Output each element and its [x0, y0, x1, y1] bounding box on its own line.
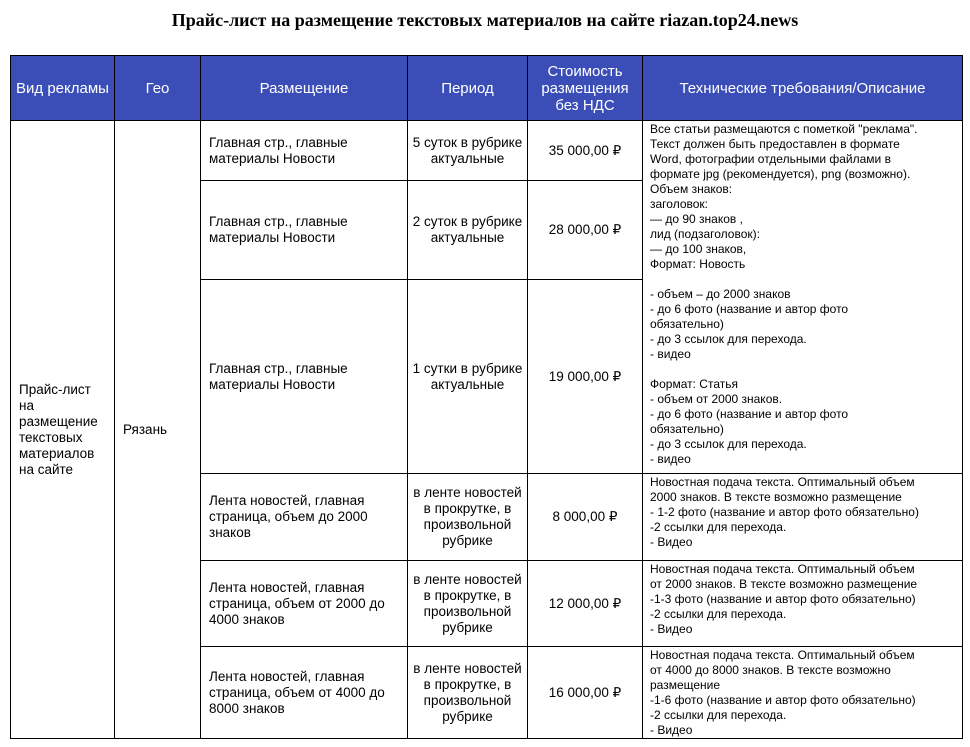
requirements-text	[650, 648, 959, 738]
requirement-line: Новостная подача текста. Оптимальный объем	[650, 562, 915, 576]
requirement-line: Word, фотографии отдельными файлами в	[650, 152, 891, 166]
requirement-line: -1-6 фото (название и автор фото обязательно)	[650, 693, 916, 707]
table-header-row	[11, 56, 963, 121]
placement-cell: Лента новостей, главная страница, объем до 2000 знаков	[201, 474, 408, 561]
requirements-cell	[643, 647, 963, 739]
price-table	[10, 55, 963, 739]
requirements-text	[650, 122, 959, 467]
placement-cell: Главная стр., главные материалы Новости	[201, 280, 408, 474]
currency-symbol: ₽	[612, 222, 622, 237]
currency-symbol: ₽	[612, 368, 622, 384]
price-value: 28 000,00	[548, 222, 609, 237]
requirement-line: формате jpg (рекомендуется), png (возможно).	[650, 167, 911, 181]
price-value: 16 000,00	[548, 684, 609, 700]
requirement-line: - до 3 ссылок для перехода.	[650, 332, 807, 346]
requirement-line: -1-3 фото (название и автор фото обязательно)	[650, 592, 916, 606]
requirement-line: - до 6 фото (название и автор фото	[650, 407, 849, 421]
price-value: 12 000,00	[548, 595, 609, 611]
currency-symbol: ₽	[612, 684, 622, 700]
requirement-line: заголовок:	[650, 197, 709, 211]
requirements-cell-main	[643, 121, 963, 474]
requirement-line: от 4000 до 8000 знаков. В тексте возможно	[650, 663, 891, 677]
requirement-line: — до 90 знаков ,	[650, 212, 743, 226]
period-cell: в ленте новостей в прокрутке, в произвольной рубрике	[408, 474, 528, 561]
requirement-line: от 2000 знаков. В тексте возможно размещение	[650, 577, 918, 591]
price-cell	[528, 121, 643, 181]
requirements-text	[650, 475, 959, 550]
requirement-line: - до 6 фото (название и автор фото	[650, 302, 849, 316]
header-placement: Размещение	[201, 56, 408, 121]
header-ad-type: Вид рекламы	[11, 56, 115, 121]
requirement-line: - 1-2 фото (название и автор фото обязательно)	[650, 505, 919, 519]
period-cell: 1 сутки в рубрике актуальные	[408, 280, 528, 474]
requirement-line: размещение	[650, 678, 721, 692]
requirement-line: Новостная подача текста. Оптимальный объем	[650, 648, 915, 662]
requirement-line: - объем – до 2000 знаков	[650, 287, 791, 301]
requirements-text	[650, 562, 959, 637]
ad-type-cell: Прайс-лист на размещение текстовых материалов на сайте	[11, 121, 115, 739]
header-requirements: Технические требования/Описание	[643, 56, 963, 121]
currency-symbol: ₽	[608, 509, 618, 524]
price-cell	[528, 474, 643, 561]
period-cell: в ленте новостей в прокрутке, в произвольной рубрике	[408, 647, 528, 739]
requirement-line: - Видео	[650, 622, 693, 636]
requirement-line: - Видео	[650, 535, 693, 549]
placement-cell: Лента новостей, главная страница, объем от 4000 до 8000 знаков	[201, 647, 408, 739]
geo-cell: Рязань	[115, 121, 201, 739]
table-row	[11, 121, 963, 181]
requirement-line: Новостная подача текста. Оптимальный объем	[650, 475, 915, 489]
requirement-line	[650, 272, 959, 287]
requirement-line: - до 3 ссылок для перехода.	[650, 437, 807, 451]
requirement-line: - видео	[650, 347, 691, 361]
price-cell	[528, 280, 643, 474]
header-period: Период	[408, 56, 528, 121]
requirement-line: обязательно)	[650, 422, 724, 436]
requirement-line: Формат: Новость	[650, 257, 746, 271]
requirement-line: -2 ссылки для перехода.	[650, 607, 787, 621]
requirement-line: обязательно)	[650, 317, 724, 331]
requirement-line: — до 100 знаков,	[650, 242, 747, 256]
requirement-line: - объем от 2000 знаков.	[650, 392, 783, 406]
price-value: 35 000,00	[548, 142, 609, 158]
requirement-line: Объем знаков:	[650, 182, 733, 196]
requirements-cell	[643, 561, 963, 647]
requirement-line: -2 ссылки для перехода.	[650, 520, 787, 534]
requirement-line: Текст должен быть предоставлен в формате	[650, 137, 900, 151]
price-cell	[528, 181, 643, 280]
requirement-line: лид (подзаголовок):	[650, 227, 760, 241]
requirements-cell	[643, 474, 963, 561]
price-cell	[528, 561, 643, 647]
period-cell: в ленте новостей в прокрутке, в произвольной рубрике	[408, 561, 528, 647]
currency-symbol: ₽	[612, 595, 622, 611]
price-cell	[528, 647, 643, 739]
requirement-line: -2 ссылки для перехода.	[650, 708, 787, 722]
period-cell: 2 суток в рубрике актуальные	[408, 181, 528, 280]
requirement-line: 2000 знаков. В тексте возможно размещение	[650, 490, 902, 504]
requirement-line: Формат: Статья	[650, 377, 738, 391]
price-value: 19 000,00	[548, 368, 609, 384]
placement-cell: Главная стр., главные материалы Новости	[201, 121, 408, 181]
header-price: Стоимость размещения без НДС	[528, 56, 643, 121]
currency-symbol: ₽	[612, 142, 622, 158]
page-title: Прайс-лист на размещение текстовых материалов на сайте riazan.top24.news	[171, 10, 799, 30]
requirement-line: - видео	[650, 452, 691, 466]
placement-cell: Лента новостей, главная страница, объем от 2000 до 4000 знаков	[201, 561, 408, 647]
header-geo: Гео	[115, 56, 201, 121]
requirement-line: Все статьи размещаются с пометкой "реклама".	[650, 122, 918, 136]
requirement-line: - Видео	[650, 723, 693, 737]
period-cell: 5 суток в рубрике актуальные	[408, 121, 528, 181]
placement-cell: Главная стр., главные материалы Новости	[201, 181, 408, 280]
requirement-line	[650, 362, 959, 377]
price-value: 8 000,00	[552, 509, 606, 524]
